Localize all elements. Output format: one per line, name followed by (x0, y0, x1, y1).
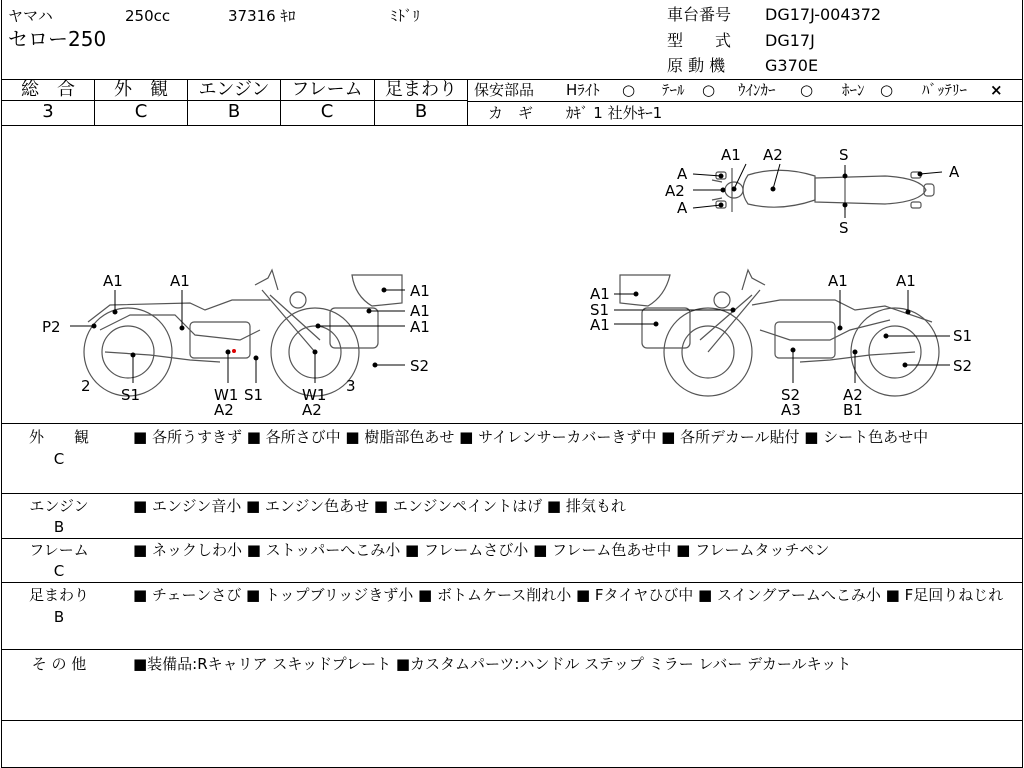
diagram-label: 3 (346, 377, 356, 395)
chassis-label: 車台番号 (667, 5, 732, 24)
engine-value: G370E (765, 56, 819, 75)
diagram-label: A (949, 163, 960, 181)
grade-label-suspension: 足まわり (385, 79, 457, 100)
engine-label: 原 動 機 (667, 56, 726, 75)
diagram-label: A1 (103, 272, 123, 290)
displacement: 250cc (125, 7, 171, 25)
diagram-label: W1 (214, 386, 239, 404)
remark-grade: C (53, 562, 65, 580)
type-label: 型 式 (667, 31, 732, 50)
damage-diagram (0, 126, 1024, 423)
diagram-label: W1 (302, 386, 327, 404)
mileage: 37316 ｷﾛ (228, 7, 296, 25)
diagram-label: A1 (828, 272, 848, 290)
diagram-label: A1 (410, 282, 430, 300)
remark-text: ■装備品:Rキャリア スキッドプレート ■カスタムパーツ:ハンドル ステップ ミラー レバー デカールキット (133, 655, 852, 673)
diagram-label: B1 (843, 401, 863, 419)
safety-horn: ﾎｰﾝ (842, 81, 865, 99)
diagram-label: S1 (953, 327, 973, 345)
type-value: DG17J (765, 31, 815, 50)
remark-grade: B (53, 518, 65, 536)
diagram-label: A1 (410, 302, 430, 320)
diagram-label: 2 (81, 377, 91, 395)
diagram-label: S1 (590, 301, 610, 319)
diagram-label: A2 (302, 401, 322, 419)
diagram-label: A1 (590, 285, 610, 303)
grade-value-engine: B (227, 101, 241, 122)
key-label: カ ギ (488, 104, 534, 122)
safety-winker-mark: ○ (800, 81, 814, 99)
diagram-label: A1 (590, 316, 610, 334)
remark-label: エンジン (29, 497, 89, 515)
maker: ヤマハ (8, 7, 53, 25)
key-value: ｶｷﾞ 1 社外ｷｰ1 (566, 104, 663, 122)
remark-text: ■ ネックしわ小 ■ ストッパーへこみ小 ■ フレームさび小 ■ フレーム色あせ中 ■ フレームタッチペン (133, 541, 830, 559)
chassis-value: DG17J-004372 (765, 5, 882, 24)
grade-value-suspension: B (414, 101, 428, 122)
grade-value-frame: C (320, 101, 334, 122)
diagram-label: A1 (170, 272, 190, 290)
bike-right-view (620, 270, 939, 396)
diagram-label: S (839, 219, 849, 237)
grade-label-frame: フレーム (291, 79, 363, 100)
diagram-label: A2 (763, 146, 783, 164)
divider (1, 582, 1023, 583)
diagram-label: A1 (721, 146, 741, 164)
safety-tail-mark: ○ (702, 81, 716, 99)
diagram-label: S2 (410, 357, 430, 375)
diagram-label: P2 (42, 318, 61, 336)
remark-text: ■ 各所うすきず ■ 各所さび中 ■ 樹脂部色あせ ■ サイレンサーカバーきず中 ■ 各所デカール貼付 ■ シート色あせ中 (133, 428, 929, 446)
diagram-label: A (677, 165, 688, 183)
grade-value-overall: 3 (42, 101, 54, 122)
remark-grade: C (53, 450, 65, 468)
divider (1, 423, 1023, 424)
safety-battery: ﾊﾞｯﾃﾘｰ (922, 81, 968, 99)
safety-winker: ｳｲﾝｶｰ (738, 81, 776, 99)
remark-label: 外 観 (28, 428, 89, 446)
diagram-label: A (677, 199, 688, 217)
safety-horn-mark: ○ (880, 81, 894, 99)
model-name: セロー250 (8, 27, 107, 51)
remark-label: そ の 他 (31, 655, 87, 673)
remark-grade: B (53, 608, 65, 626)
remark-label: 足まわり (28, 586, 89, 604)
diagram-label: S1 (244, 386, 264, 404)
safety-headlight: Hﾗｲﾄ (566, 81, 600, 99)
safety-label: 保安部品 (474, 81, 535, 99)
divider (1, 649, 1023, 650)
safety-tail: ﾃｰﾙ (662, 81, 685, 99)
diagram-label: A2 (214, 401, 234, 419)
divider (467, 79, 468, 125)
divider (1, 720, 1023, 721)
diagram-label: A1 (410, 318, 430, 336)
bike-top-view (712, 168, 934, 212)
divider (468, 101, 1023, 102)
remark-label: フレーム (29, 541, 89, 559)
divider (1, 493, 1023, 494)
safety-battery-mark: × (990, 81, 1003, 99)
safety-headlight-mark: ○ (622, 81, 636, 99)
grade-label-exterior: 外 観 (114, 79, 168, 100)
diagram-label: A2 (843, 386, 863, 404)
color: ﾐﾄﾞﾘ (390, 7, 421, 25)
diagram-label: S2 (953, 357, 973, 375)
diagram-label: S2 (781, 386, 801, 404)
remark-text: ■ エンジン音小 ■ エンジン色あせ ■ エンジンペイントはげ ■ 排気もれ (133, 497, 626, 515)
grade-label-overall: 総 合 (21, 79, 75, 100)
grade-label-engine: エンジン (198, 79, 270, 100)
grade-value-exterior: C (134, 101, 148, 122)
diagram-label: S1 (121, 386, 141, 404)
diagram-label: A1 (896, 272, 916, 290)
diagram-label: S (839, 146, 849, 164)
diagram-label: A3 (781, 401, 801, 419)
diagram-label: A2 (665, 182, 685, 200)
remark-text: ■ チェーンさび ■ トップブリッジきず小 ■ ボトムケース削れ小 ■ Fタイヤひび中 ■ スイングアームへこみ小 ■ F足回りねじれ (133, 586, 1004, 604)
